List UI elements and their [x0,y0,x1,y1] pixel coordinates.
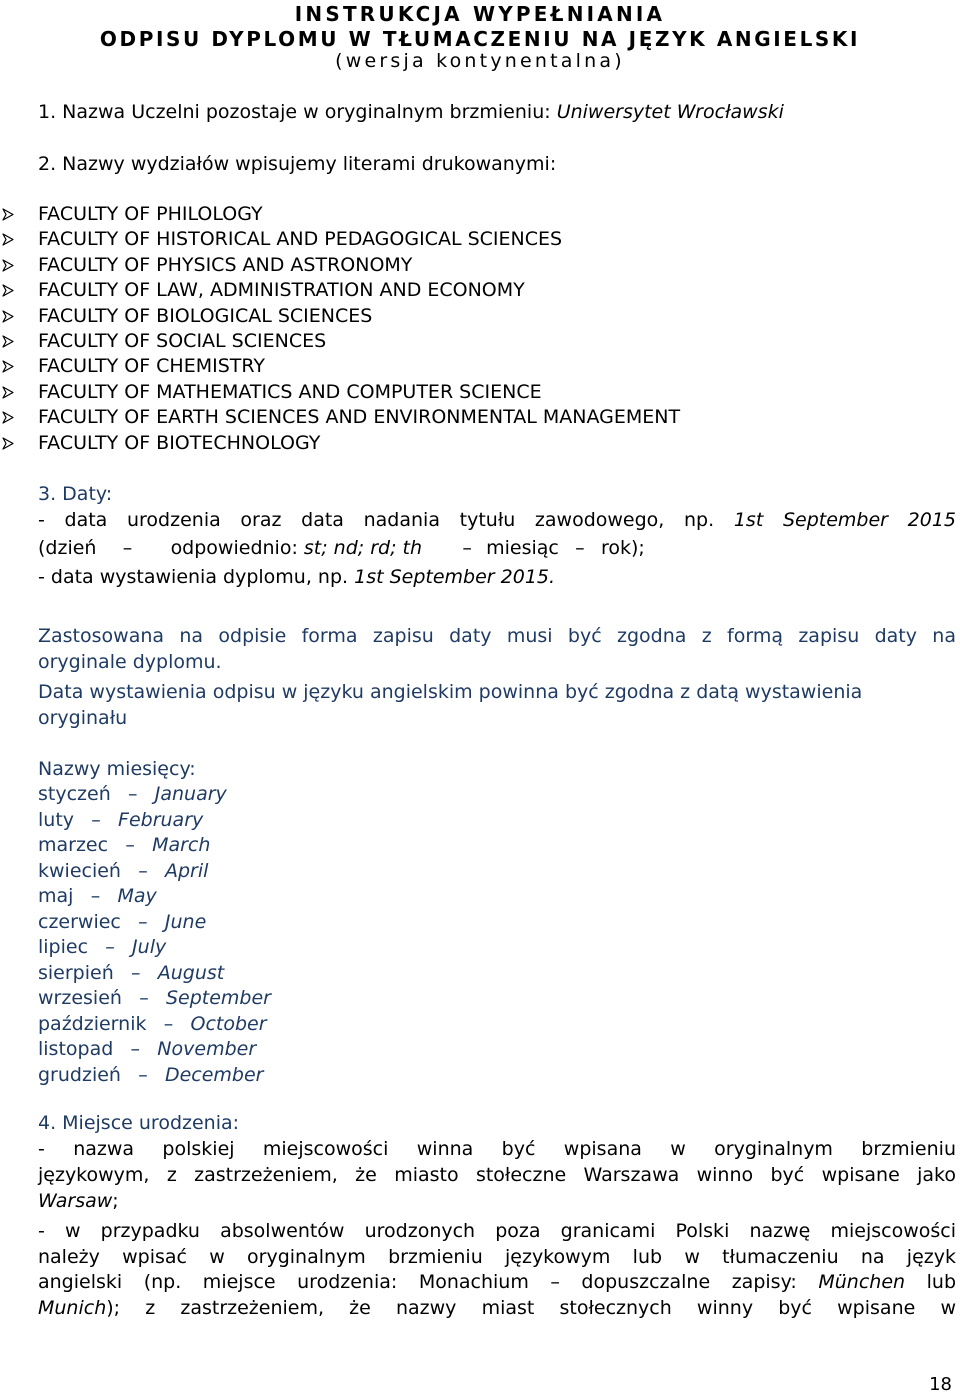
date-line-1 [38,508,956,534]
month-row [38,935,166,959]
faculty-name: FACULTY OF PHILOLOGY [38,203,263,225]
arrow-bullet-icon [2,411,15,424]
months-title: Nazwy miesięcy: [38,758,196,780]
date-line-3 [38,565,555,589]
warsaw-name: Warsaw [38,1190,113,1212]
month-english: November [157,1038,257,1060]
section-1 [38,100,784,124]
dash: – [138,910,148,933]
month-row [38,1012,267,1036]
month-polish: sierpień [38,961,114,984]
month-polish: marzec [38,834,109,856]
date-line-2 [38,536,956,560]
place-p2-line-4-rest: ); z zastrzeżeniem, że nazwy miast stołecznych winny być wpisane w [106,1297,956,1319]
month-english: February [118,808,204,831]
date-line-1-text: - data urodzenia oraz data nadania tytułu zawodowego, np. [38,509,734,531]
date-line-3-text: - data wystawienia dyplomu, np. [38,566,355,588]
faculty-name: FACULTY OF BIOLOGICAL SCIENCES [38,304,373,327]
arrow-bullet-icon [2,233,15,246]
faculty-item [0,405,680,430]
month-row [38,884,157,908]
faculty-item [0,202,680,227]
ordinal-suffixes: st; nd; rd; th [303,537,423,559]
faculty-item [0,227,680,252]
month-english: July [132,936,167,958]
dash: – [462,537,472,559]
dash: – [139,987,149,1009]
date-line-2-d: rok); [600,537,645,559]
arrow-bullet-icon [2,360,15,373]
doc-title-line2: ODPISU DYPLOMU W TŁUMACZENIU NA JĘZYK ANGIELSKI [99,27,861,51]
month-polish: maj [38,885,74,907]
arrow-bullet-icon [2,284,15,297]
faculty-name: FACULTY OF LAW, ADMINISTRATION AND ECONOMY [38,279,525,302]
month-row [38,961,224,985]
dash: – [125,834,135,856]
punctuation: ; [112,1190,119,1212]
arrow-bullet-icon [2,208,15,221]
faculty-name: FACULTY OF EARTH SCIENCES AND ENVIRONMENTAL MANAGEMENT [38,406,681,429]
month-polish: październik [38,1012,147,1035]
place-p1-line-2: językowym, z zastrzeżeniem, że miasto stołeczne Warszawa winno być wpisane jako [38,1164,956,1186]
note-1-line-1: Zastosowana na odpisie forma zapisu daty musi być zgodna z formą zapisu daty na [38,625,956,647]
note-2-line-2: oryginału [38,707,128,729]
date-line-2-a: (dzień [38,537,97,559]
month-polish: grudzień [38,1063,121,1086]
place-p2-line-3-a: angielski (np. miejsce urodzenia: Monachium – dopuszczalne zapisy: [38,1271,819,1293]
faculty-name: FACULTY OF MATHEMATICS AND COMPUTER SCIENCE [38,380,542,403]
month-english: September [165,987,271,1009]
place-p2-line-4 [38,1296,956,1322]
faculty-name: FACULTY OF BIOTECHNOLOGY [38,431,321,454]
faculty-list [0,202,680,456]
faculty-name: FACULTY OF HISTORICAL AND PEDAGOGICAL SCIENCES [38,228,563,251]
date-line-2-b: odpowiednio: [170,537,304,559]
month-english: May [117,885,157,907]
dash: – [90,885,101,907]
place-p2-line-2: należy wpisać w oryginalnym brzmieniu językowym lub w tłumaczeniu na język [38,1246,956,1268]
place-p2-line-1: - w przypadku absolwentów urodzonych poza granicami Polski nazwę miejscowości [38,1220,956,1242]
dash: – [128,783,138,805]
month-row [38,833,210,857]
faculty-name: FACULTY OF SOCIAL SCIENCES [38,329,327,352]
section-3-title: 3. Daty: [38,483,113,505]
faculty-name: FACULTY OF PHYSICS AND ASTRONOMY [38,253,413,276]
month-row [38,910,206,934]
arrow-bullet-icon [2,437,15,450]
note-2-line-1: Data wystawienia odpisu w języku angielskim powinna być zgodna z datą wystawienia [38,681,863,703]
month-polish: listopad [38,1038,114,1060]
date-example-1: 1st September 2015 [733,509,956,531]
month-row [38,859,208,883]
faculty-item [0,354,680,379]
month-english: April [164,859,209,882]
month-english: January [154,783,227,805]
month-english: October [190,1012,267,1035]
month-polish: styczeń [38,783,111,805]
month-english: December [164,1063,264,1086]
faculty-name: FACULTY OF CHEMISTRY [38,355,265,378]
section-2-heading: 2. Nazwy wydziałów wpisujemy literami drukowanymi: [38,153,557,175]
munich-name: Munich [38,1297,107,1319]
faculty-item [0,253,680,278]
month-english: June [164,910,207,933]
month-polish: lipiec [38,936,89,958]
dash: – [575,537,585,559]
faculty-item [0,380,680,405]
faculty-item [0,431,680,456]
month-polish: czerwiec [38,910,121,933]
university-name: Uniwersytet Wrocławski [556,101,784,123]
month-row [38,1063,264,1087]
month-row [38,782,227,806]
date-line-2-c: miesiąc [486,537,559,559]
month-row [38,808,203,832]
page-number: 18 [929,1374,952,1395]
arrow-bullet-icon [2,335,15,348]
doc-title-line1: INSTRUKCJA WYPEŁNIANIA [294,2,666,26]
dash: – [91,808,101,831]
month-polish: luty [38,808,75,831]
dash: – [131,961,141,984]
munchen-name: München [818,1271,906,1293]
place-p1-line-1: - nazwa polskiej miejscowości winna być wpisana w oryginalnym brzmieniu [38,1138,956,1160]
arrow-bullet-icon [2,310,15,323]
dash: – [130,1038,141,1060]
note-1-line-2: oryginale dyplomu. [38,651,222,673]
arrow-bullet-icon [2,386,15,399]
month-english: March [152,834,211,856]
month-row [38,1037,256,1061]
doc-title-version: (wersja kontynentalna) [335,50,625,72]
dash: – [105,936,115,958]
dash: – [138,859,148,882]
month-english: August [157,961,225,984]
dash: – [122,537,133,559]
arrow-bullet-icon [2,259,15,272]
faculty-item [0,278,680,303]
place-p2-line-3 [38,1270,956,1296]
month-row [38,986,271,1010]
section-4-title: 4. Miejsce urodzenia: [38,1112,240,1134]
dash: – [138,1063,148,1086]
place-p2-line-3-b: lub [905,1271,957,1293]
month-polish: kwiecień [38,859,121,882]
section-1-text: 1. Nazwa Uczelni pozostaje w oryginalnym brzmieniu: [38,101,557,123]
place-p1-line-3 [38,1189,119,1213]
faculty-item [0,304,680,329]
date-example-2: 1st September 2015. [354,566,556,588]
dash: – [163,1012,174,1035]
faculty-item [0,329,680,354]
month-polish: wrzesień [38,987,122,1009]
